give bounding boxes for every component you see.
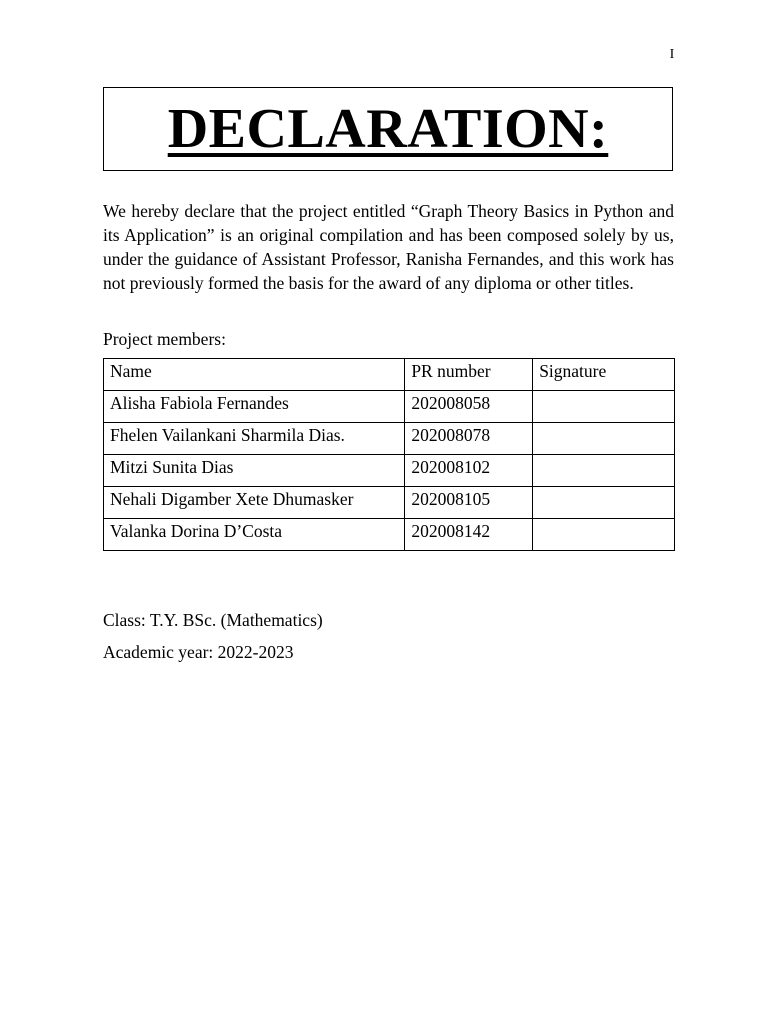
member-signature [533,391,675,423]
member-signature [533,519,675,551]
members-heading: Project members: [103,329,226,349]
member-name: Alisha Fabiola Fernandes [104,391,405,423]
header-signature: Signature [533,359,675,391]
members-table [103,358,675,551]
member-name: Mitzi Sunita Dias [104,455,405,487]
table-row [104,391,675,423]
class-line: Class: T.Y. BSc. (Mathematics) [103,610,323,630]
table-header-row [104,359,675,391]
member-pr-number: 202008102 [405,455,533,487]
page-number: I [669,47,675,62]
table-row [104,519,675,551]
page-title: DECLARATION: [167,98,609,160]
table-row [104,455,675,487]
member-name: Fhelen Vailankani Sharmila Dias. [104,423,405,455]
member-name: Valanka Dorina D’Costa [104,519,405,551]
header-name: Name [104,359,405,391]
table-row [104,423,675,455]
member-pr-number: 202008142 [405,519,533,551]
academic-year-line: Academic year: 2022-2023 [103,642,294,662]
table-row [104,487,675,519]
title-box [103,87,673,171]
member-signature [533,487,675,519]
member-signature [533,455,675,487]
member-signature [533,423,675,455]
header-pr-number: PR number [405,359,533,391]
member-pr-number: 202008078 [405,423,533,455]
member-pr-number: 202008105 [405,487,533,519]
member-name: Nehali Digamber Xete Dhumasker [104,487,405,519]
declaration-paragraph: We hereby declare that the project entitled “Graph Theory Basics in Python and its Application” is an original compilation and has been composed solely by us, under the guidance of Assistant Professor, Ranisha Fernandes, and this work has not previously formed the basis for the award of any diploma or other titles. [103,201,674,293]
member-pr-number: 202008058 [405,391,533,423]
